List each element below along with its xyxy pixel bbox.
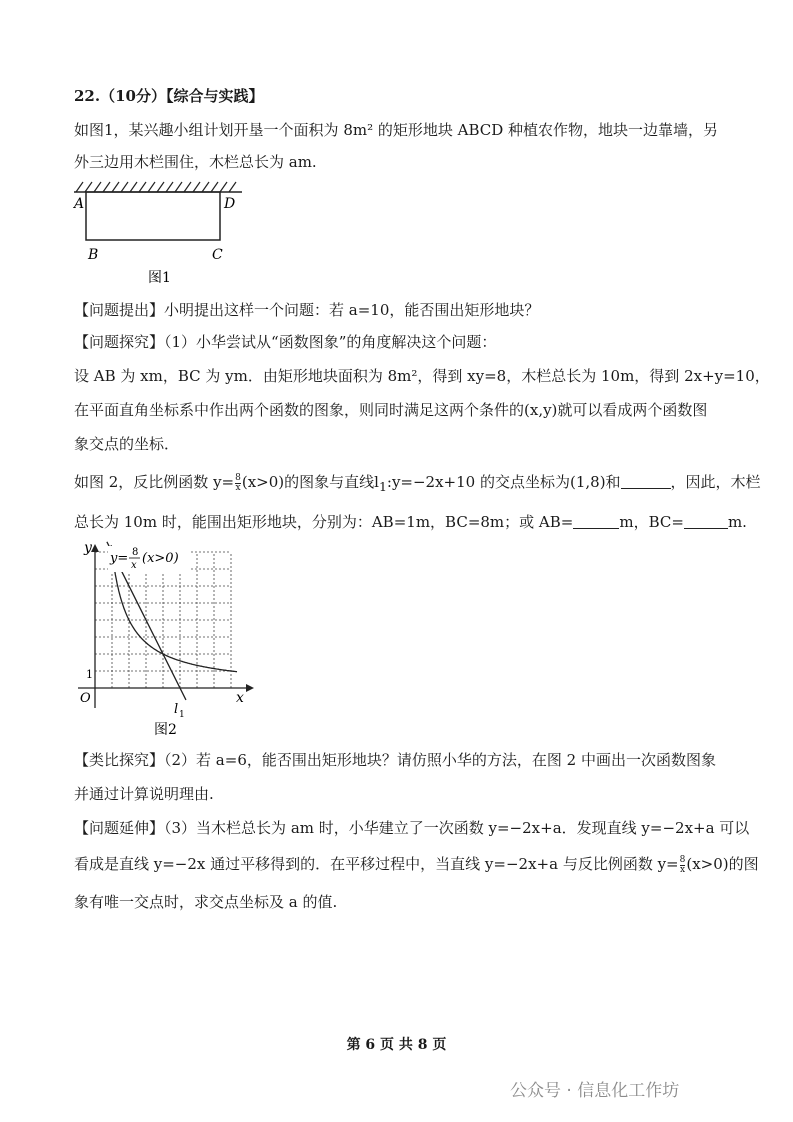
origin-label: O bbox=[80, 691, 91, 706]
fig2-text-part-f: m，BC= bbox=[619, 513, 684, 531]
extension-part-a: 看成是直线 y=−2x 通过平移得到的．在平移过程中，当直线 y=−2x+a 与反比例函数 y= bbox=[74, 855, 679, 873]
figure-1 bbox=[70, 178, 260, 288]
curve-frac-num: 8 bbox=[132, 547, 139, 558]
explore-line-1: 设 AB 为 xm，BC 为 ym．由矩形地块面积为 8m²，得到 xy=8，木栏总长为 10m，得到 2x+y=10， bbox=[74, 367, 770, 385]
page-footer: 第 6 页 共 8 页 bbox=[346, 1037, 447, 1053]
fig2-text-line-1 bbox=[74, 472, 761, 497]
figure-2[interactable] bbox=[70, 540, 260, 740]
analogy-line-2: 并通过计算说明理由. bbox=[74, 785, 214, 803]
intro-line-1: 如图1，某兴趣小组计划开垦一个面积为 8m² 的矩形地块 ABCD 种植农作物，地块一边靠墙，另 bbox=[74, 121, 719, 139]
fig2-text-part-g: m. bbox=[727, 513, 747, 531]
extension-line-2 bbox=[74, 854, 759, 875]
axis-label-y: y bbox=[84, 540, 92, 556]
extension-part-b: (x>0)的图 bbox=[686, 855, 759, 873]
fig2-text-part-e: 总长为 10m 时，能围出矩形地块，分别为：AB=1m，BC=8m；或 AB= bbox=[74, 513, 574, 531]
axis-label-x: x bbox=[236, 690, 244, 706]
answer-blank-bc[interactable] bbox=[684, 514, 728, 529]
extension-fraction bbox=[680, 856, 686, 875]
wall-hatching bbox=[76, 182, 236, 192]
question-header: 22.（10分）【综合与实践】 bbox=[74, 87, 264, 105]
analogy-line-1: 【类比探究】（2）若 a=6，能否围出矩形地块？请仿照小华的方法，在图 2 中画出一次函数图象 bbox=[74, 751, 716, 769]
fig2-text-part-a: 如图 2，反比例函数 y= bbox=[74, 473, 235, 491]
curve-frac-den: x bbox=[131, 560, 137, 571]
explore-line-2: 在平面直角坐标系中作出两个函数的图象，则同时满足这两个条件的(x,y)就可以看成两个函数图 bbox=[74, 401, 708, 419]
rectangle-abcd bbox=[86, 192, 220, 240]
label-d: D bbox=[224, 196, 236, 212]
curve-label-a: y= bbox=[110, 551, 129, 566]
x-axis-arrow bbox=[246, 684, 254, 692]
fig2-text-sub: 1 bbox=[378, 479, 387, 494]
fig2-text-part-d: ，因此，木栏 bbox=[670, 473, 761, 491]
line-label-sub: 1 bbox=[179, 710, 185, 720]
extension-frac-num: 8 bbox=[679, 854, 686, 865]
label-c: C bbox=[212, 247, 223, 263]
fig2-text-part-b: (x>0)的图象与直线l bbox=[241, 473, 379, 491]
label-a: A bbox=[74, 196, 85, 212]
explore-line-3: 象交点的坐标． bbox=[74, 435, 180, 453]
explore-title: 【问题探究】（1）小华尝试从“函数图象”的角度解决这个问题： bbox=[74, 333, 497, 351]
label-b: B bbox=[88, 247, 99, 263]
extension-line-1: 【问题延伸】（3）当木栏总长为 am 时，小华建立了一次函数 y=−2x+a．发现直线 y=−2x+a 可以 bbox=[74, 819, 750, 837]
extension-frac-den: x bbox=[679, 864, 686, 875]
fig2-text-line-2 bbox=[74, 512, 747, 532]
problem-raise: 【问题提出】小明提出这样一个问题：若 a=10，能否围出矩形地块？ bbox=[74, 301, 540, 319]
line-label: l bbox=[174, 702, 179, 717]
figure-2-caption: 图2 bbox=[154, 722, 177, 738]
figure-1-caption: 图1 bbox=[148, 270, 171, 286]
answer-blank-ab[interactable] bbox=[573, 514, 619, 529]
curve-label-b: (x>0) bbox=[142, 551, 179, 566]
tick-one-label: 1 bbox=[86, 668, 93, 681]
extension-line-3: 象有唯一交点时，求交点坐标及 a 的值. bbox=[74, 893, 338, 911]
intro-line-2: 外三边用木栏围住，木栏总长为 am. bbox=[74, 153, 317, 171]
answer-blank-point[interactable] bbox=[621, 474, 671, 489]
fig2-text-part-c: :y=−2x+10 的交点坐标为(1,8)和 bbox=[386, 473, 621, 491]
inverse-fraction bbox=[235, 474, 241, 493]
frac-den: x bbox=[235, 482, 241, 493]
y-axis-arrow bbox=[91, 544, 99, 552]
frac-num: 8 bbox=[235, 472, 241, 483]
watermark: 公众号 · 信息化工作坊 bbox=[510, 1081, 680, 1101]
